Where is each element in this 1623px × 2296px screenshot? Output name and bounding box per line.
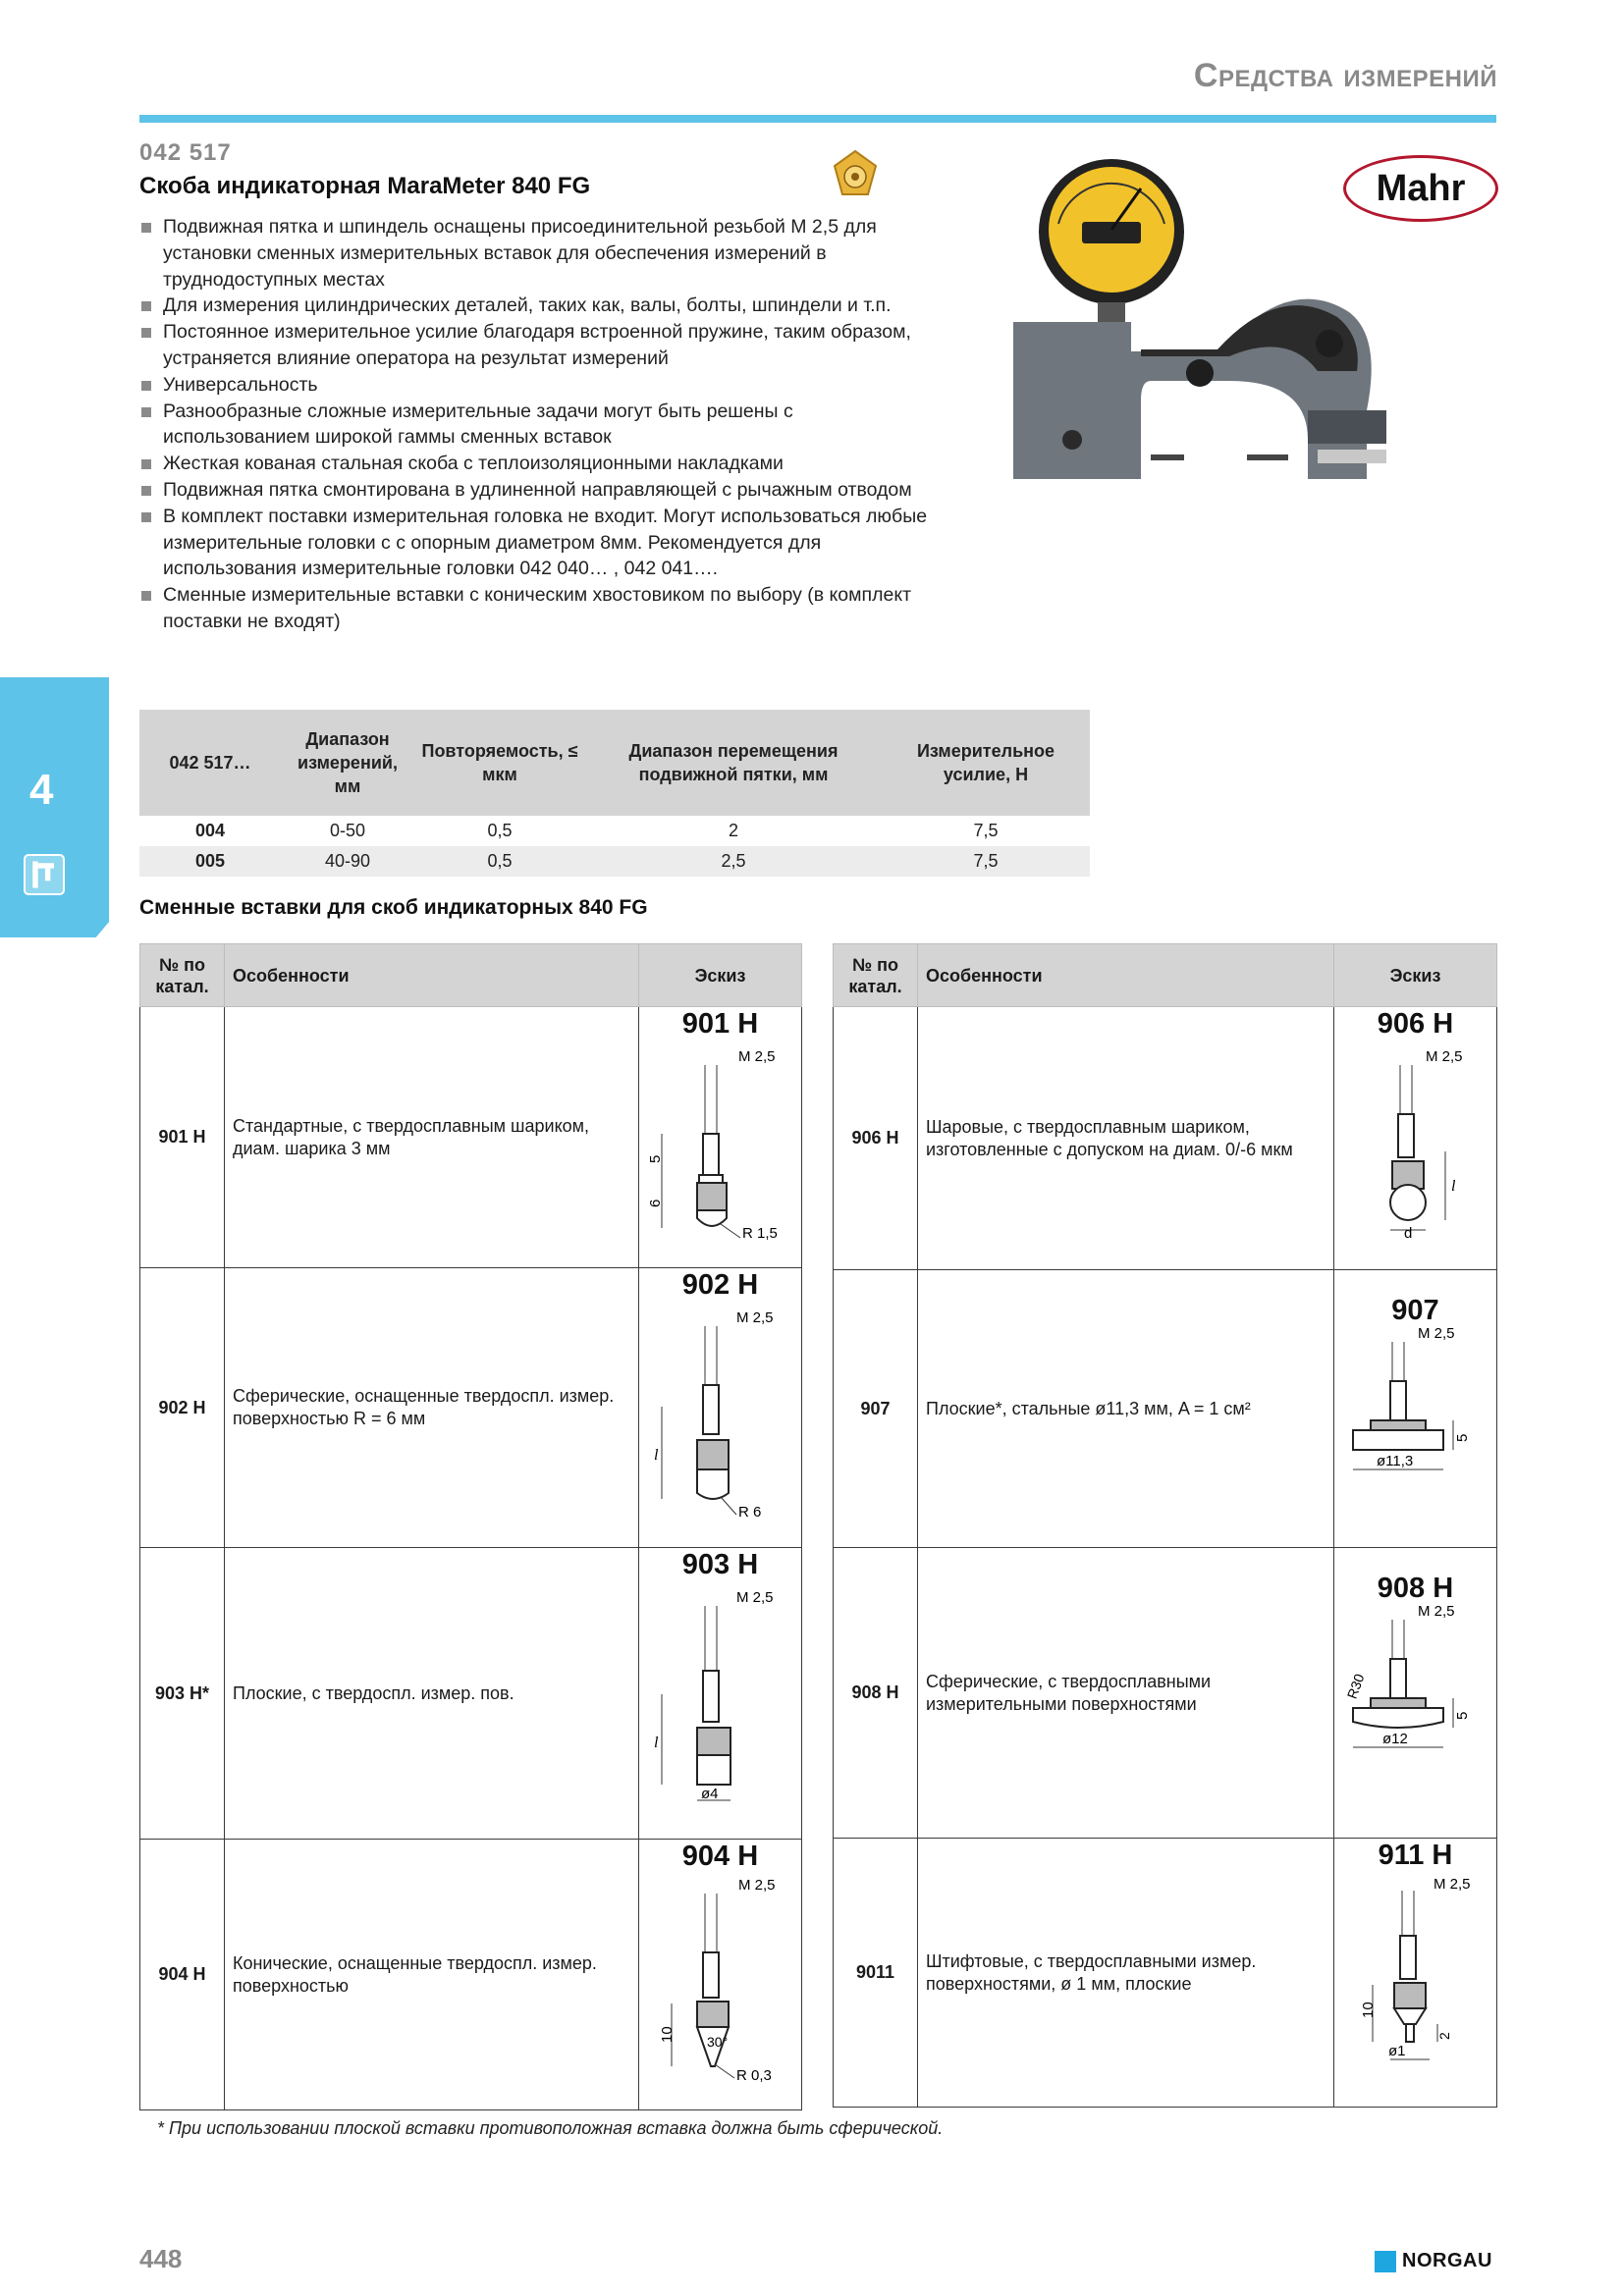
cat-number: 906 H: [834, 1007, 918, 1270]
dim-label: d: [1403, 1225, 1412, 1242]
dim-label: 5: [1453, 1433, 1471, 1442]
spec-header: Диапазон перемещения подвижной пятки, мм: [585, 710, 882, 816]
table-row: [139, 846, 1090, 877]
dim-label: 5: [1453, 1711, 1471, 1720]
feature-item: Подвижная пятка смонтирована в удлиненной направляющей с рычажным отводом: [139, 477, 945, 504]
cat-number: 903 H*: [140, 1548, 225, 1840]
spec-cell: 0-50: [329, 821, 366, 840]
dim-label: M 2,5: [737, 1877, 776, 1894]
sketch-903h: [642, 1576, 799, 1812]
dim-label: R30: [1343, 1671, 1368, 1701]
spec-header: Диапазон измерений, мм: [281, 710, 414, 816]
spec-cell: 2: [728, 821, 738, 840]
table-row: [834, 1270, 1497, 1548]
dim-label: M 2,5: [735, 1589, 774, 1606]
insert-description: Сферические, оснащенные твердоспл. измер. поверхностью R = 6 мм: [225, 1268, 639, 1548]
cat-number: 902 H: [140, 1268, 225, 1548]
insert-description: Шаровые, с твердосплавным шариком, изготовленные с допуском на диам. 0/-6 мкм: [918, 1007, 1334, 1270]
quality-badge-icon: [833, 149, 878, 198]
sketch-label: 911 H: [1378, 1840, 1453, 1871]
sketch-cell: [639, 1548, 802, 1840]
sketch-904h: [642, 1868, 799, 2092]
dim-label: l: [653, 1735, 658, 1751]
spec-header: 042 517…: [139, 710, 281, 816]
header-features: Особенности: [918, 944, 1334, 1007]
feature-item: Жесткая кованая стальная скоба с теплоизоляционными накладками: [139, 451, 945, 477]
sketch-label: 904 H: [681, 1841, 759, 1872]
feature-item: Подвижная пятка и шпиндель оснащены присоединительной резьбой M 2,5 для установки сменных измерительных вставок для обеспечения измерений в труднодоступных местах: [139, 214, 945, 293]
inserts-title: Сменные вставки для скоб индикаторных 840 FG: [139, 896, 648, 919]
sketch-label: 908 H: [1377, 1573, 1454, 1604]
sketch-cell: [639, 1007, 802, 1268]
table-row: [139, 816, 1090, 846]
product-photo: [994, 155, 1396, 508]
spec-table: [139, 710, 1090, 877]
footnote: * При использовании плоской вставки противоположная вставка должна быть сферической.: [157, 2118, 944, 2138]
dim-label: ø12: [1381, 1731, 1408, 1747]
chapter-number: 4: [29, 766, 54, 814]
feature-item: Сменные измерительные вставки с коническим хвостовиком по выбору (в комплект поставки не входят): [139, 582, 945, 635]
sketch-label: 902 H: [681, 1269, 759, 1301]
spec-header: Измерительное усилие, Н: [882, 710, 1090, 816]
sketch-cell: [1334, 1839, 1497, 2108]
dim-label: ø1: [1387, 2043, 1406, 2059]
table-row: [140, 1840, 802, 2110]
table-row: [834, 1548, 1497, 1839]
table-row: [834, 1007, 1497, 1270]
spec-cell: 7,5: [973, 821, 999, 840]
insert-description: Сферические, с твердосплавными измерительными поверхностями: [918, 1548, 1334, 1839]
dim-label: 10: [1359, 2002, 1377, 2018]
spec-header: Повторяемость, ≤ мкм: [414, 710, 585, 816]
feature-item: Разнообразные сложные измерительные задачи могут быть решены с использованием широкой гаммы сменных вставок: [139, 399, 945, 452]
cat-number: 908 H: [834, 1548, 918, 1839]
header-sketch: Эскиз: [639, 944, 802, 1007]
sketch-label: 901 H: [681, 1008, 759, 1040]
spec-cell: 0,5: [487, 821, 513, 840]
dim-label: M 2,5: [737, 1048, 776, 1065]
header-cat: № по катал.: [834, 944, 918, 1007]
dim-label: 2: [1435, 2032, 1452, 2040]
spec-cell: 0,5: [414, 846, 585, 877]
sketch-911h: [1337, 1867, 1494, 2083]
sketch-label: 906 H: [1377, 1008, 1454, 1040]
sketch-906h: [1337, 1036, 1494, 1242]
chapter-tab[interactable]: [0, 677, 109, 937]
sketch-cell: [639, 1840, 802, 2110]
section-rule: [139, 115, 1496, 123]
dim-label: M 2,5: [1425, 1048, 1463, 1065]
dim-label: 5: [646, 1154, 664, 1163]
brand-name: Mahr: [1376, 167, 1466, 209]
sketch-907: [1337, 1322, 1494, 1519]
dim-label: l: [1450, 1178, 1455, 1195]
table-row: [140, 1548, 802, 1840]
dim-label: M 2,5: [1433, 1876, 1471, 1893]
dim-label: M 2,5: [1417, 1603, 1455, 1620]
product-title: Скоба индикаторная MaraMeter 840 FG: [139, 173, 591, 199]
insert-description: Конические, оснащенные твердоспл. измер. поверхностью: [225, 1840, 639, 2110]
dim-label: R 6: [737, 1504, 761, 1521]
sketch-cell: [639, 1268, 802, 1548]
dim-label: R 0,3: [735, 2067, 772, 2084]
inserts-table-right: [833, 943, 1497, 2108]
feature-item: Универсальность: [139, 372, 945, 399]
caliper-icon: [24, 854, 65, 895]
insert-description: Стандартные, с твердосплавным шариком, диам. шарика 3 мм: [225, 1007, 639, 1268]
sketch-cell: [1334, 1548, 1497, 1839]
spec-cell: 7,5: [882, 846, 1090, 877]
sketch-label: 907: [1391, 1295, 1439, 1326]
spec-cell: 004: [194, 821, 226, 840]
insert-description: Плоские*, стальные ø11,3 мм, A = 1 см²: [918, 1270, 1334, 1548]
dim-label: l: [653, 1447, 658, 1464]
feature-item: В комплект поставки измерительная головка не входит. Могут использоваться любые измерительные головки с с опорным диаметром 8мм. Рекомендуется для использования измерительные головки 042 040… , 042 041….: [139, 504, 945, 582]
spec-cell: 005: [139, 846, 281, 877]
inserts-table-left: [139, 943, 802, 2110]
header-sketch: Эскиз: [1334, 944, 1497, 1007]
dim-label: M 2,5: [735, 1309, 774, 1326]
cat-number: 9011: [834, 1839, 918, 2108]
insert-description: Штифтовые, с твердосплавными измер. поверхностями, ø 1 мм, плоские: [918, 1839, 1334, 2108]
dim-label: M 2,5: [1417, 1325, 1455, 1342]
feature-item: Постоянное измерительное усилие благодаря встроенной пружине, таким образом, устраняется влияние оператора на результат измерений: [139, 319, 945, 372]
dim-label: 6: [646, 1199, 664, 1207]
feature-list: [139, 214, 945, 635]
sketch-908h: [1337, 1600, 1494, 1796]
spec-cell: 2,5: [585, 846, 882, 877]
norgau-square-icon: [1375, 2251, 1396, 2272]
cat-number: 901 H: [140, 1007, 225, 1268]
sketch-label: 903 H: [681, 1549, 759, 1580]
dim-label: 10: [658, 2026, 676, 2043]
table-row: [140, 1268, 802, 1548]
dim-label: ø11,3: [1376, 1453, 1413, 1469]
feature-item: Для измерения цилиндрических деталей, таких как, валы, болты, шпиндели и т.п.: [139, 293, 945, 319]
header-cat: № по катал.: [140, 944, 225, 1007]
norgau-logo: [1375, 2250, 1492, 2272]
page-number: 448: [139, 2244, 183, 2273]
sketch-901h: [642, 1036, 799, 1242]
insert-description: Плоские, с твердоспл. измер. пов.: [225, 1548, 639, 1840]
header-features: Особенности: [225, 944, 639, 1007]
cat-number: 907: [834, 1270, 918, 1548]
sketch-902h: [642, 1297, 799, 1522]
table-row: [834, 1839, 1497, 2108]
cat-number: 904 H: [140, 1840, 225, 2110]
mahr-logo: [1343, 155, 1498, 222]
dim-label: 30°: [706, 2034, 728, 2050]
dim-label: ø4: [700, 1786, 719, 1802]
spec-cell: 40-90: [281, 846, 414, 877]
sketch-cell: [1334, 1007, 1497, 1270]
sketch-cell: [1334, 1270, 1497, 1548]
section-title: Средства измерений: [1193, 57, 1497, 94]
dim-label: R 1,5: [741, 1225, 778, 1242]
norgau-wordmark: NORGAU: [1402, 2250, 1492, 2271]
table-row: [140, 1007, 802, 1268]
product-code: 042 517: [139, 139, 232, 166]
